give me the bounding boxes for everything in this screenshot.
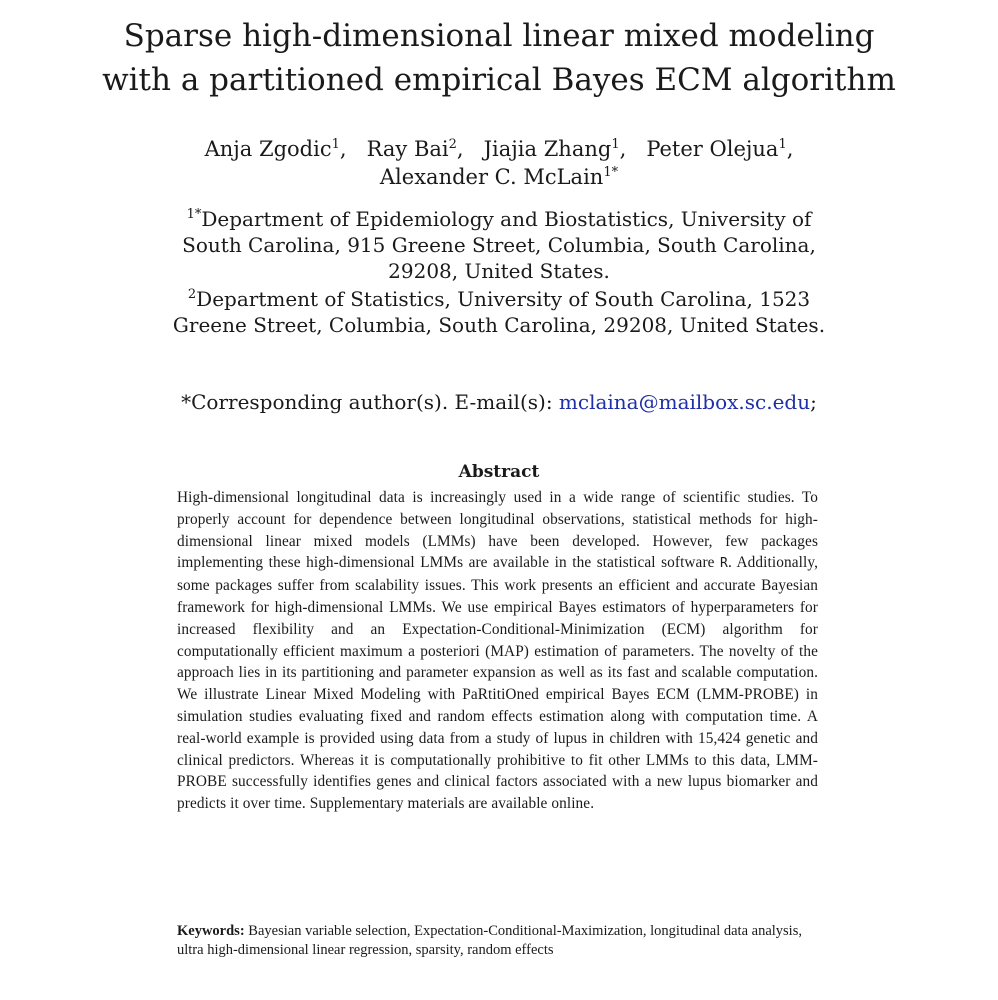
author-separator: ,: [456, 137, 477, 161]
author-affiliation-mark: 1: [611, 137, 620, 152]
title-line-1: Sparse high-dimensional linear mixed modeling: [123, 18, 875, 54]
author-name: Peter Olejua: [646, 137, 779, 161]
affiliation-mark: 1*: [186, 207, 202, 222]
abstract-text-part-1: High-dimensional longitudinal data is increasingly used in a wide range of scientific studies. To properly account for dependence between longitudinal observations, statistical methods for high-dimensional linear mixed models (LMMs) have been developed. However, few packages implementing these high-dimensional LMMs are available in the statistical software: [177, 489, 818, 572]
author-separator: ,: [786, 137, 794, 161]
abstract-heading: Abstract: [458, 462, 540, 482]
software-name: R: [720, 556, 728, 572]
author-affiliation-mark: 1*: [603, 165, 619, 180]
paper-title: [0, 14, 998, 102]
affiliation-text: Department of Epidemiology and Biostatistics, University of South Carolina, 915 Greene Street, Columbia, South Carolina, 29208, United States.: [182, 207, 816, 283]
keywords-label: Keywords:: [177, 923, 245, 939]
abstract-body: [177, 487, 818, 815]
keywords-text: Bayesian variable selection, Expectation-Conditional-Maximization, longitudinal data analysis, ultra high-dimensional linear regression, sparsity, random effects: [177, 923, 802, 958]
email-link[interactable]: mclaina@mailbox.sc.edu: [558, 390, 811, 414]
author-affiliation-mark: 1: [331, 137, 340, 152]
author-name: Ray Bai: [366, 137, 449, 161]
corresponding-author: [0, 388, 998, 416]
author-separator: ,: [339, 137, 360, 161]
author-separator: ,: [619, 137, 640, 161]
author-affiliation-mark: 1: [778, 137, 787, 152]
affiliation-2: [163, 286, 835, 338]
keywords: [177, 922, 818, 960]
author-name: Anja Zgodic: [204, 137, 332, 161]
abstract-text-part-2: . Additionally, some packages suffer from scalability issues. This work presents an efficient and accurate Bayesian framework for high-dimensional LMMs. We use empirical Bayes estimators of hyperparameters for increased flexibility and an Expectation-Conditional-Minimization (ECM) algorithm for computationally efficient maximum a posteriori (MAP) estimation of parameters. The novelty of the approach lies in its partitioning and parameter expansion as well as its fast and scalable computation. We illustrate Linear Mixed Modeling with PaRtitiOned empirical Bayes ECM (LMM-PROBE) in simulation studies evaluating fixed and random effects estimation along with computation time. A real-world example is provided using data from a study of lupus in children with 15,424 genetic and clinical predictors. Whereas it is computationally prohibitive to fit other LMMs to this data, LMM-PROBE successfully identifies genes and clinical factors associated with a new lupus biomarker and predicts it over time. Supplementary materials are available online.: [177, 554, 818, 813]
author-name: Alexander C. McLain: [379, 165, 604, 189]
author-affiliation-mark: 2: [448, 137, 457, 152]
affiliation-text: Department of Statistics, University of South Carolina, 1523 Greene Street, Columbia, South Carolina, 29208, United States.: [172, 287, 826, 337]
affiliation-1: [163, 206, 835, 284]
corresponding-suffix: ;: [810, 390, 817, 414]
corresponding-prefix: *Corresponding author(s). E-mail(s):: [181, 390, 559, 414]
affiliation-mark: 2: [187, 287, 197, 302]
title-line-2: with a partitioned empirical Bayes ECM algorithm: [102, 62, 896, 98]
author-list: [0, 135, 998, 191]
author-name: Jiajia Zhang: [483, 137, 612, 161]
